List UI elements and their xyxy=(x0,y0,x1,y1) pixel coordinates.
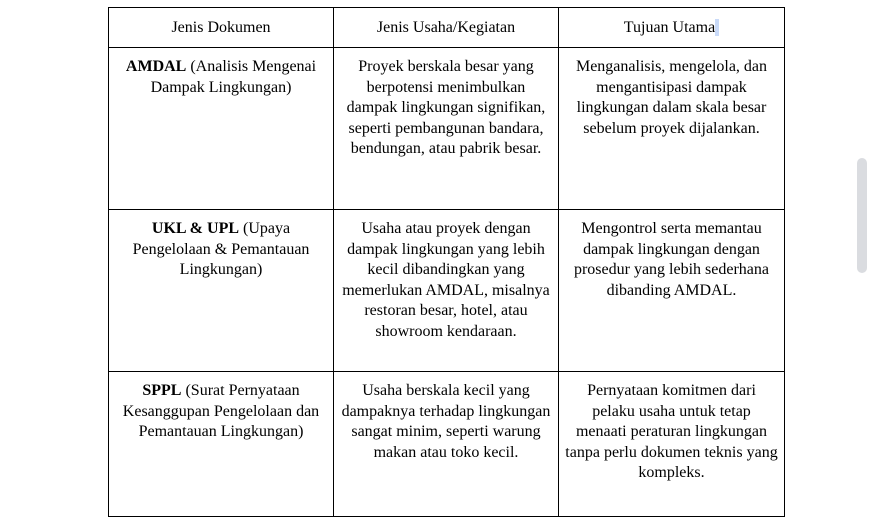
header-jenis-usaha[interactable]: Jenis Usaha/Kegiatan xyxy=(334,8,559,48)
header-tujuan-utama-text: Tujuan Utama xyxy=(623,19,716,37)
table-cell-activity[interactable]: Usaha atau proyek dengan dampak lingkungan yang lebih kecil dibandingkan yang memerlukan AMDAL, misalnya restoran besar, hotel, atau showroom kendaraan. xyxy=(334,210,559,372)
header-jenis-dokumen[interactable]: Jenis Dokumen xyxy=(109,8,334,48)
table-cell-purpose[interactable]: Menganalisis, mengelola, dan mengantisipasi dampak lingkungan dalam skala besar sebelum proyek dijalankan. xyxy=(559,48,785,210)
document-name: UKL & UPL xyxy=(151,220,240,237)
table-cell-purpose[interactable]: Mengontrol serta memantau dampak lingkungan dengan prosedur yang lebih sederhana dibanding AMDAL. xyxy=(559,210,785,372)
scrollbar-thumb[interactable] xyxy=(857,158,867,273)
table-row xyxy=(109,210,785,372)
header-tujuan-utama[interactable] xyxy=(559,8,785,48)
table-cell-activity[interactable]: Usaha berskala kecil yang dampaknya terhadap lingkungan sangat minim, seperti warung makan atau toko kecil. xyxy=(334,372,559,517)
table-cell-document[interactable] xyxy=(109,210,334,372)
table-cell-purpose[interactable]: Pernyataan komitmen dari pelaku usaha untuk tetap menaati peraturan lingkungan tanpa perlu dokumen teknis yang kompleks. xyxy=(559,372,785,517)
table-cell-activity[interactable]: Proyek berskala besar yang berpotensi menimbulkan dampak lingkungan signifikan, seperti pembangunan bandara, bendungan, atau pabrik besar. xyxy=(334,48,559,210)
document-table xyxy=(108,7,785,517)
document-name: SPPL xyxy=(142,382,182,399)
table-header-row xyxy=(109,8,785,48)
table-row xyxy=(109,48,785,210)
document-name: AMDAL xyxy=(125,58,187,75)
document-description: (Upaya Pengelolaan & Pemantauan Lingkungan) xyxy=(132,220,310,279)
text-selection-highlight xyxy=(715,19,719,36)
document-description: (Analisis Mengenai Dampak Lingkungan) xyxy=(150,58,317,96)
document-description: (Surat Pernyataan Kesanggupan Pengelolaan dan Pemantauan Lingkungan) xyxy=(122,382,320,441)
table-cell-document[interactable] xyxy=(109,48,334,210)
table-cell-document[interactable] xyxy=(109,372,334,517)
table-row xyxy=(109,372,785,517)
